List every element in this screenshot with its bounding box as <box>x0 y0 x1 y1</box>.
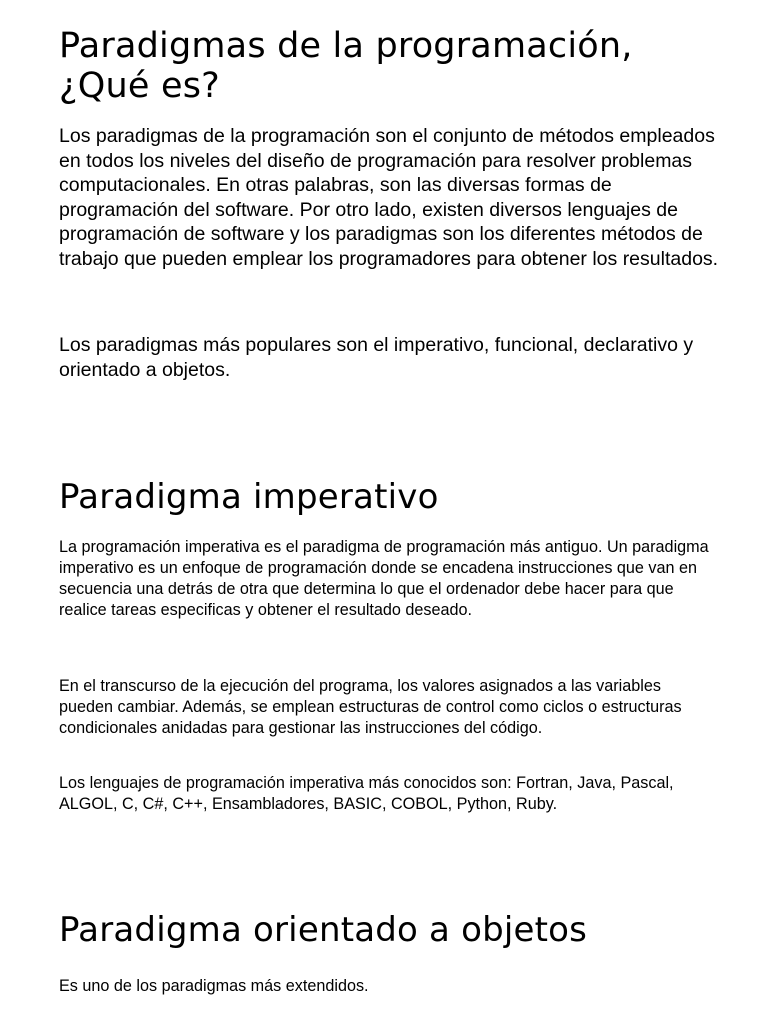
section-heading-oop: Paradigma orientado a objetos <box>59 910 588 950</box>
imperative-paragraph-1: La programación imperativa es el paradigma de programación más antiguo. Un paradigma imperativo es un enfoque de programación donde se encadena instrucciones que van en secuencia una detrás de otra que determina lo que el ordenador debe hacer para que realice tareas especificas y obtener el resultado deseado. <box>59 538 709 619</box>
section-heading-imperative: Paradigma imperativo <box>59 477 439 517</box>
imperative-paragraph-2: En el transcurso de la ejecución del programa, los valores asignados a las variables pueden cambiar. Además, se emplean estructuras de control como ciclos o estructuras condicionales anidadas para gestionar las instrucciones del código. <box>59 677 682 737</box>
intro-paragraph-1: Los paradigmas de la programación son el conjunto de métodos empleados en todos los niveles del diseño de programación para resolver problemas computacionales. En otras palabras, son las diversas formas de programación del software. Por otro lado, existen diversos lenguajes de programación de software y los paradigmas son los diferentes métodos de trabajo que pueden emplear los programadores para obtener los resultados. <box>59 125 719 270</box>
intro-paragraph-2: Los paradigmas más populares son el imperativo, funcional, declarativo y orientado a objetos. <box>59 334 694 381</box>
oop-paragraph-1: Es uno de los paradigmas más extendidos. <box>59 977 369 995</box>
imperative-paragraph-3: Los lenguajes de programación imperativa más conocidos son: Fortran, Java, Pascal, ALGOL, C, C#, C++, Ensambladores, BASIC, COBOL, Python, Ruby. <box>59 774 674 813</box>
page-title: Paradigmas de la programación, ¿Qué es? <box>59 26 633 106</box>
